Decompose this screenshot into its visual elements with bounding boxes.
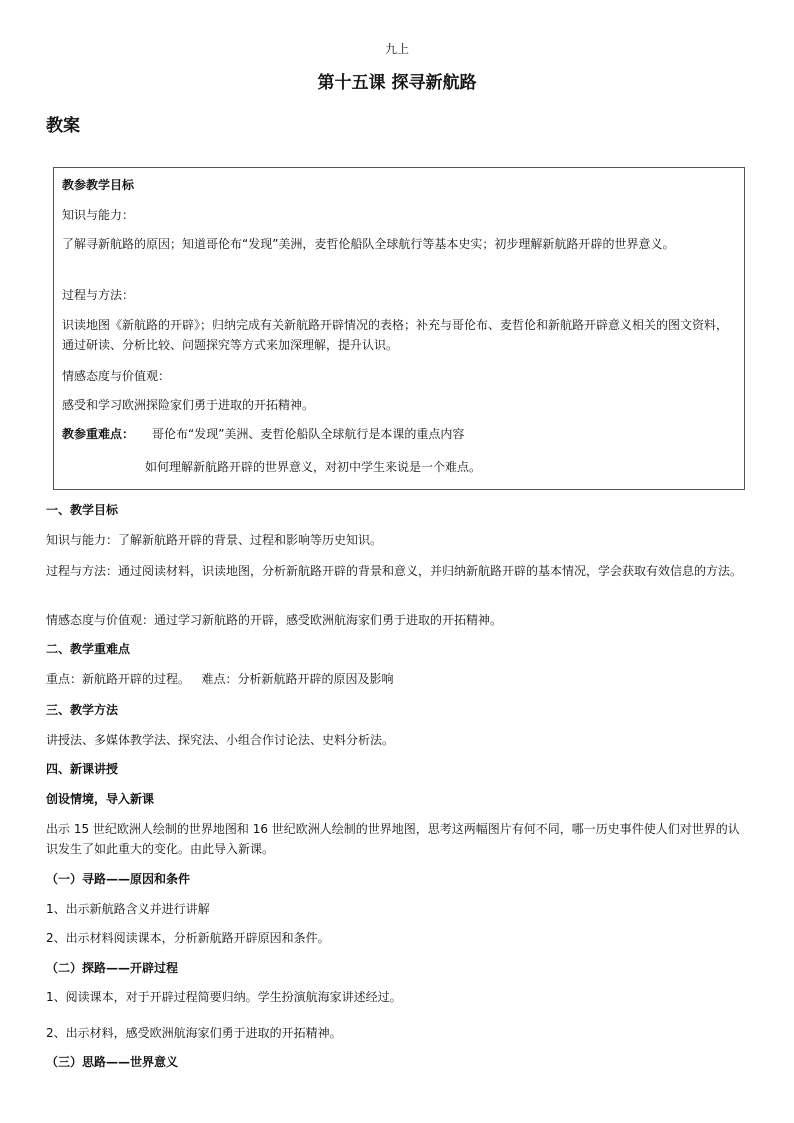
box-emotion-text: 感受和学习欧洲探险家们勇于进取的开拓精神。 [62,398,315,412]
methods-text: 讲授法、多媒体教学法、探究法、小组合作讨论法、史料分析法。 [46,733,395,747]
section-key-points-title: 二、教学重难点 [46,642,131,656]
lesson-title: 第十五课 探寻新航路 [317,73,477,93]
part2-item1: 1、阅读课本，对于开辟过程简要归纳。学生扮演航海家讲述经过。 [46,990,402,1004]
section-new-lesson-title: 四、新课讲授 [46,762,119,776]
box-knowledge-label: 知识与能力： [62,208,135,222]
intro-text: 出示 15 世纪欧洲人绘制的世界地图和 16 世纪欧洲人绘制的世界地图，思考这两幅图片有何不同，哪一历史事件使人们对世界的认识发生了如此重大的变化。由此导入新课。 [46,822,740,856]
part1-item2: 2、出示材料阅读课本，分析新航路开辟原因和条件。 [46,931,330,945]
box-difficulty-hard: 如何理解新航路开辟的世界意义，对初中学生来说是一个难点。 [145,460,482,474]
box-difficulty-label: 教参重难点： [62,427,135,441]
part2-title: （二）探路——开辟过程 [46,961,179,975]
key-points-text: 重点：新航路开辟的过程。 难点：分析新航路开辟的原因及影响 [46,672,394,686]
section-methods-title: 三、教学方法 [46,703,119,717]
grade-label: 九上 [384,42,409,56]
part1-item1: 1、出示新航路含义并进行讲解 [46,902,210,916]
objectives-emotion: 情感态度与价值观：通过学习新航路的开辟，感受欧洲航海家们勇于进取的开拓精神。 [46,613,503,627]
intro-title: 创设情境，导入新课 [46,792,155,806]
part2-item2: 2、出示材料，感受欧洲航海家们勇于进取的开拓精神。 [46,1026,342,1040]
objectives-process: 过程与方法：通过阅读材料，识读地图，分析新航路开辟的背景和意义，并归纳新航路开辟的基本情况，学会获取有效信息的方法。 [46,564,743,578]
box-process-label: 过程与方法： [62,288,135,302]
box-process-text: 识读地图《新航路的开辟》；归纳完成有关新航路开辟情况的表格；补充与哥伦布、麦哲伦和新航路开辟意义相关的图文资料，通过研读、分析比较、问题探究等方式来加深理解，提升认识。 [62,318,729,352]
box-emotion-label: 情感态度与价值观： [62,369,171,383]
document-type-heading: 教案 [46,116,80,136]
section-objectives-title: 一、教学目标 [46,503,119,517]
objectives-knowledge: 知识与能力：了解新航路开辟的背景、过程和影响等历史知识。 [46,533,383,547]
part1-title: （一）寻路——原因和条件 [46,872,191,886]
box-heading: 教参教学目标 [62,178,135,192]
part3-title: （三）思路——世界意义 [46,1055,179,1069]
box-knowledge-text: 了解寻新航路的原因；知道哥伦布“发现”美洲，麦哲伦船队全球航行等基本史实；初步理解新航路开辟的世界意义。 [62,237,675,251]
box-difficulty-key: 哥伦布“发现”美洲、麦哲伦船队全球航行是本课的重点内容 [152,427,465,441]
